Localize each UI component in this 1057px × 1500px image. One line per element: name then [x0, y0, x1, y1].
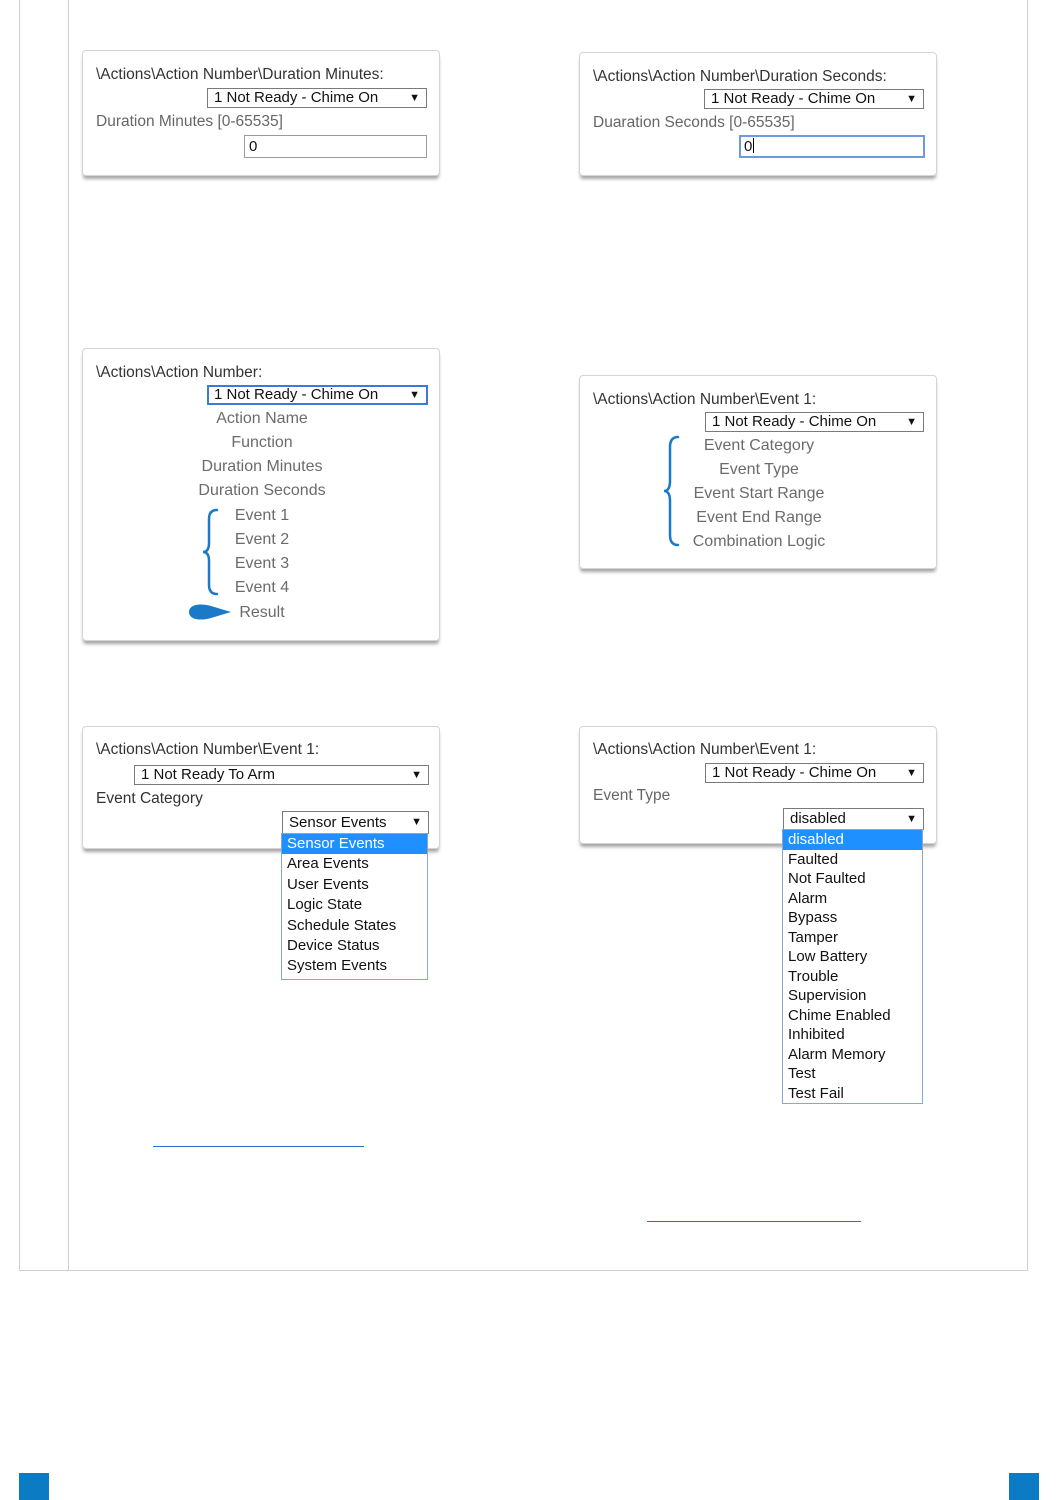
- option-bypass[interactable]: Bypass: [788, 909, 838, 926]
- option-system-events[interactable]: System Events: [287, 957, 388, 975]
- option-tamper[interactable]: Tamper: [788, 928, 839, 946]
- tree-item-result: Result: [239, 604, 285, 621]
- option-test[interactable]: Test: [788, 1065, 816, 1082]
- option-not-faulted[interactable]: Not Faulted: [788, 870, 866, 887]
- panel-path: \Actions\Action Number\Event 1:: [593, 741, 817, 758]
- tree-item-event-4: Event 4: [234, 579, 290, 596]
- panel-path: \Actions\Action Number\Event 1:: [593, 391, 817, 408]
- input-value: 0: [744, 138, 753, 155]
- action-number-select[interactable]: [207, 88, 427, 108]
- tree-item-combination-logic: Combination Logic: [692, 533, 826, 550]
- dropdown-arrow-icon: ▼: [411, 769, 422, 781]
- field-label: Duration Minutes [0-65535]: [96, 113, 283, 130]
- select-value: Sensor Events: [289, 814, 387, 831]
- option-sensor-events[interactable]: Sensor Events: [282, 834, 427, 854]
- option-schedule-states[interactable]: Schedule States: [287, 916, 397, 934]
- dropdown-arrow-icon: ▼: [906, 813, 917, 825]
- option-disabled[interactable]: disabled: [783, 830, 922, 850]
- event-1-panel: [579, 375, 937, 569]
- tree-item-event-2: Event 2: [234, 531, 290, 548]
- page-corner-mark-left: [19, 1473, 49, 1500]
- panel-path: \Actions\Action Number\Duration Seconds:: [593, 68, 887, 85]
- option-alarm-memory[interactable]: Alarm Memory: [788, 1045, 886, 1063]
- dropdown-arrow-icon: ▼: [906, 416, 917, 428]
- panel-path: \Actions\Action Number\Event 1:: [96, 741, 320, 758]
- tree-item-event-1: Event 1: [234, 507, 290, 524]
- page-corner-mark-right: [1009, 1473, 1039, 1500]
- option-user-events[interactable]: User Events: [287, 875, 369, 893]
- link-underline-right[interactable]: [647, 1221, 861, 1222]
- select-value: 1 Not Ready To Arm: [141, 766, 275, 783]
- text-caret: [753, 138, 754, 153]
- tree-item-event-type: Event Type: [719, 461, 799, 478]
- dropdown-arrow-icon: ▼: [906, 767, 917, 779]
- dropdown-arrow-icon: ▼: [906, 93, 917, 105]
- event-category-options: [281, 833, 428, 980]
- duration-seconds-panel: [579, 52, 937, 176]
- curly-brace-icon: [201, 507, 223, 597]
- duration-minutes-panel: [82, 50, 440, 176]
- option-trouble[interactable]: Trouble: [788, 967, 839, 985]
- option-supervision[interactable]: Supervision: [788, 987, 867, 1004]
- field-label: Event Type: [593, 787, 671, 804]
- select-value: 1 Not Ready - Chime On: [711, 90, 876, 107]
- tree-item-duration-minutes: Duration Minutes: [201, 458, 323, 475]
- action-number-select[interactable]: [207, 385, 428, 405]
- action-number-panel: [82, 348, 440, 641]
- field-label: Duaration Seconds [0-65535]: [593, 114, 795, 131]
- select-value: disabled: [790, 810, 846, 827]
- duration-seconds-input[interactable]: [739, 135, 925, 158]
- dropdown-arrow-icon: ▼: [411, 816, 422, 828]
- panel-path: \Actions\Action Number\Duration Minutes:: [96, 66, 384, 83]
- event-category-select[interactable]: [282, 811, 429, 834]
- action-number-select[interactable]: [704, 89, 924, 109]
- event-type-select[interactable]: [783, 808, 924, 830]
- link-underline-left[interactable]: [153, 1146, 364, 1147]
- tree-item-duration-seconds: Duration Seconds: [198, 482, 326, 499]
- event-category-panel: [82, 726, 440, 849]
- option-test-fail[interactable]: Test Fail: [788, 1084, 844, 1102]
- select-value: 1 Not Ready - Chime On: [214, 386, 379, 403]
- action-number-select[interactable]: [134, 765, 429, 785]
- event-type-options: [782, 829, 923, 1104]
- option-chime-enabled[interactable]: Chime Enabled: [788, 1006, 891, 1024]
- select-value: 1 Not Ready - Chime On: [214, 89, 379, 106]
- event-type-panel: [579, 726, 937, 844]
- curly-brace-icon: [662, 434, 684, 548]
- duration-minutes-input[interactable]: 0: [244, 135, 427, 158]
- field-label: Event Category: [96, 790, 203, 807]
- option-logic-state[interactable]: Logic State: [287, 896, 363, 914]
- tree-item-event-start-range: Event Start Range: [693, 485, 825, 502]
- select-value: 1 Not Ready - Chime On: [712, 413, 877, 430]
- option-device-status[interactable]: Device Status: [287, 936, 380, 954]
- margin-divider: [68, 0, 69, 1271]
- select-value: 1 Not Ready - Chime On: [712, 764, 877, 781]
- action-number-select[interactable]: [705, 412, 924, 432]
- panel-path: \Actions\Action Number:: [96, 364, 263, 381]
- tree-item-function: Function: [231, 434, 293, 451]
- option-faulted[interactable]: Faulted: [788, 850, 839, 868]
- option-low-battery[interactable]: Low Battery: [788, 948, 868, 965]
- dropdown-arrow-icon: ▼: [409, 92, 420, 104]
- tree-item-action-name: Action Name: [216, 410, 308, 427]
- option-inhibited[interactable]: Inhibited: [788, 1026, 845, 1043]
- action-number-select[interactable]: [705, 763, 924, 783]
- tree-item-event-end-range: Event End Range: [696, 509, 822, 526]
- option-area-events[interactable]: Area Events: [287, 855, 369, 873]
- option-alarm[interactable]: Alarm: [788, 889, 828, 907]
- tree-item-event-category: Event Category: [703, 437, 815, 454]
- dropdown-arrow-icon: ▼: [409, 389, 420, 401]
- pointer-arrow-icon: [187, 602, 233, 622]
- tree-item-event-3: Event 3: [234, 555, 290, 572]
